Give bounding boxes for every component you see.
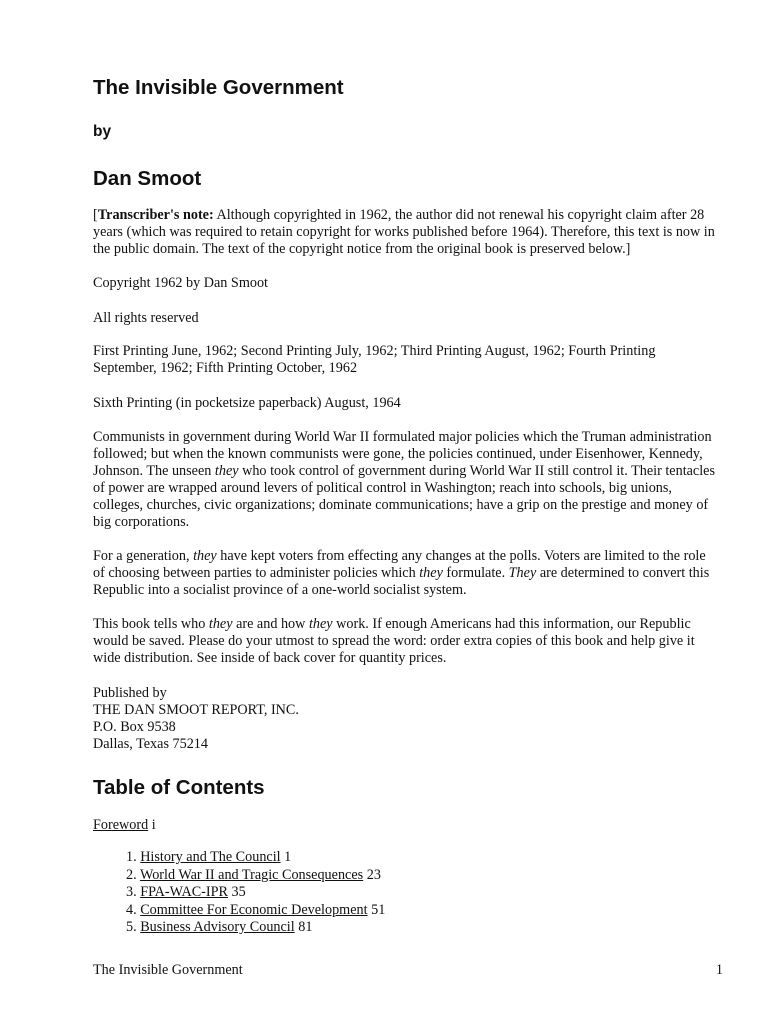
intro-paragraph-1: Communists in government during World War II formulated major policies which the Truman administration followed; but when the known communists were gone, the policies continued, under Eisenhower, Kennedy, Johnson. The unseen they who took control of government during World War II still control it. Their tentacles of power are wrapped around levers of political control in Washington; reach into schools, big unions, colleges, churches, civic organizations; dominate communications; have a grip on the prestige and money of big corporations. [93, 429, 715, 530]
toc-link-chapter-4[interactable]: Committee For Economic Development [140, 901, 368, 918]
author-name: Dan Smoot [93, 167, 202, 190]
transcriber-note-label: Transcriber's note: [97, 207, 214, 223]
publisher-label: Published by [93, 685, 167, 701]
footer-title: The Invisible Government [93, 962, 243, 978]
toc-item: 1. History and The Council 1 [126, 849, 292, 865]
toc-foreword: Foreword i [93, 817, 156, 833]
copyright-line: Copyright 1962 by Dan Smoot [93, 275, 268, 291]
page-number: 1 [715, 962, 723, 978]
sixth-printing-line: Sixth Printing (in pocketsize paperback) August, 1964 [93, 395, 401, 411]
byline: by [93, 123, 112, 140]
toc-item: 2. World War II and Tragic Consequences 23 [126, 866, 381, 883]
page-footer [93, 962, 723, 979]
publisher-city: Dallas, Texas 75214 [93, 736, 208, 752]
toc-link-chapter-5[interactable]: Business Advisory Council [140, 919, 295, 935]
rights-line: All rights reserved [93, 310, 199, 326]
toc-link-chapter-2[interactable]: World War II and Tragic Consequences [139, 866, 364, 883]
transcriber-note: [Transcriber's note: Although copyrighted in 1962, the author did not renewal his copyright claim after 28 years (which was required to retain copyright for works published before 1964). Therefore, this text is now in the public domain. The text of the copyright notice from the original book is preserved below.] [93, 207, 715, 257]
toc-item: 5. Business Advisory Council 81 [126, 919, 313, 935]
publisher-box: P.O. Box 9538 [93, 719, 176, 735]
intro-paragraph-3: This book tells who they are and how they work. If enough Americans had this information, our Republic would be saved. Please do your utmost to spread the word: order extra copies of this book and help give it wide distribution. See inside of back cover for quantity prices. [93, 616, 695, 666]
publisher-name: THE DAN SMOOT REPORT, INC. [93, 702, 299, 718]
toc-item: 4. Committee For Economic Development 51 [126, 901, 386, 918]
toc-item: 3. FPA-WAC-IPR 35 [126, 884, 246, 900]
toc-link-chapter-3[interactable]: FPA-WAC-IPR [140, 884, 228, 900]
printings-paragraph: First Printing June, 1962; Second Printing July, 1962; Third Printing August, 1962; Fourth Printing September, 1962; Fifth Printing October, 1962 [93, 343, 656, 376]
document-title: The Invisible Government [93, 76, 344, 99]
toc-heading: Table of Contents [93, 776, 265, 799]
intro-paragraph-2: For a generation, they have kept voters from effecting any changes at the polls. Voters are limited to the role of choosing between parties to administer policies which they formulate. They are determined to convert this Republic into a socialist province of a one-world socialist system. [93, 548, 710, 598]
toc-link-chapter-1[interactable]: History and The Council [140, 849, 281, 865]
publisher-block [93, 685, 723, 753]
toc-list [126, 849, 385, 937]
toc-link-foreword[interactable]: Foreword [93, 817, 149, 833]
